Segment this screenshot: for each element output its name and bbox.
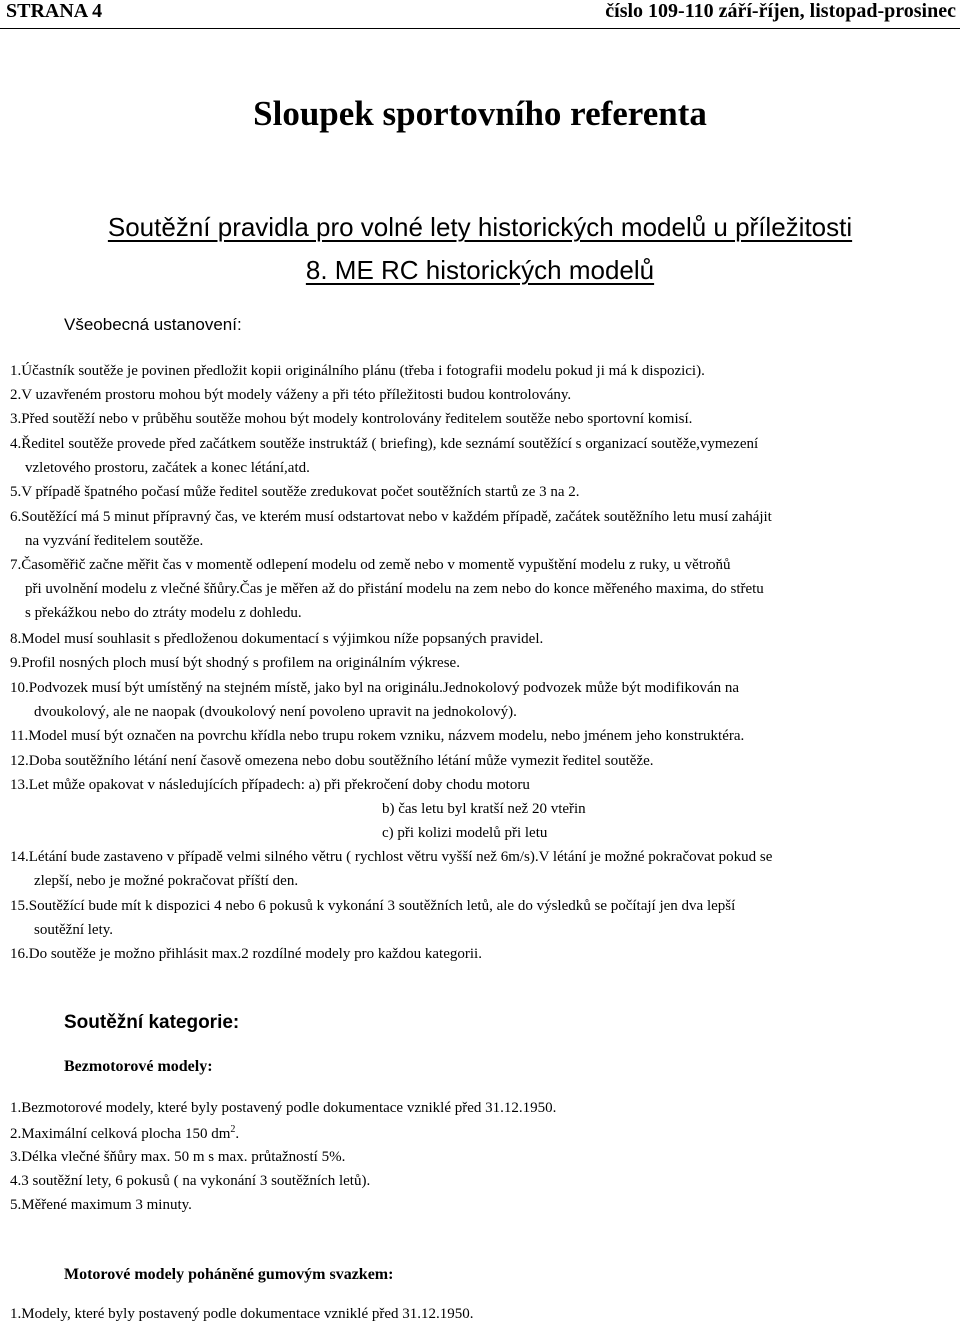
- rule-line: [10, 749, 654, 773]
- rule-number: 8.: [10, 631, 22, 647]
- glider-item: [10, 1124, 239, 1143]
- rule-text: Doba soutěžního létání není časově omezena nebo dobu soutěžního létání může vymezit ředitel soutěže.: [28, 753, 654, 769]
- categories-heading: Soutěžní kategorie:: [64, 1012, 240, 1033]
- rule-text: Let může opakovat v následujících případech: a) při překročení doby chodu motoru: [28, 777, 530, 793]
- rule-line: [10, 651, 460, 675]
- rule-text: Podvozek musí být umístěný na stejném místě, jako byl na originálu.Jednokolový podvozek může být modifikován na: [28, 680, 740, 696]
- glider-item: 3.Délka vlečné šňůry max. 50 m s max. průtažností 5%.: [10, 1149, 346, 1165]
- glider-heading: Bezmotorové modely:: [64, 1058, 213, 1075]
- rule-text: Model musí být označen na povrchu křídla nebo trupu rokem vzniku, názvem modelu, nebo jménem jeho konstruktéra.: [28, 728, 745, 744]
- rule-text: Soutěžící má 5 minut přípravný čas, ve kterém musí odstartovat nebo v každém případě, začátek soutěžního letu musí zahájit: [21, 509, 772, 525]
- rule-line: [10, 773, 530, 797]
- rule-number: 10.: [10, 680, 29, 696]
- rule-continuation: s překážkou nebo do ztráty modelu z dohledu.: [25, 605, 302, 621]
- rule-text: Soutěžící bude mít k dispozici 4 nebo 6 pokusů k vykonání 3 soutěžních letů, ale do výsledků se počítají jen dva lepší: [28, 898, 736, 914]
- rule-number: 12.: [10, 753, 29, 769]
- rule-number: 15.: [10, 898, 29, 914]
- rule-continuation: na vyzvání ředitelem soutěže.: [25, 533, 204, 549]
- page-number: STRANA 4: [6, 0, 103, 22]
- rule-continuation: dvoukolový, ale ne naopak (dvoukolový není povoleno upravit na jednokolový).: [34, 704, 517, 720]
- rule-text: Účastník soutěže je povinen předložit kopii originálního plánu (třeba i fotografii modelu pokud ji má k dispozici).: [21, 363, 705, 379]
- rule-line: [10, 383, 571, 407]
- rule-line: [10, 553, 730, 577]
- rule-number: 5.: [10, 484, 22, 500]
- rule-line: [10, 432, 758, 456]
- glider-item: 4.3 soutěžní lety, 6 pokusů ( na vykonání 3 soutěžních letů).: [10, 1173, 371, 1189]
- rule-line: [10, 845, 772, 869]
- rule-text: V uzavřeném prostoru mohou být modely váženy a při této příležitosti budou kontrolovány.: [21, 387, 572, 403]
- rule-number: 2.: [10, 387, 22, 403]
- rule-text: Ředitel soutěže provede před začátkem soutěže instruktáž ( briefing), kde seznámí soutěžící s organizací soutěže,vymezení: [21, 436, 759, 452]
- glider-item: 1.Bezmotorové modely, které byly postavený podle dokumentace vzniklé před 31.12.1950.: [10, 1100, 557, 1116]
- rule-number: 13.: [10, 777, 29, 793]
- rule-continuation: při uvolnění modelu z vlečné šňůry.Čas je měřen až do přistání modelu na zem nebo do konce měřeného maxima, do střetu: [25, 581, 764, 597]
- rule-number: 7.: [10, 557, 22, 573]
- general-provisions-heading: Všeobecná ustanovení:: [64, 315, 242, 334]
- rule-text: Časoměřič začne měřit čas v momentě odlepení modelu od země nebo v momentě vypuštění modelu z ruky, u větroňů: [21, 557, 731, 573]
- superscript: 2: [230, 1124, 236, 1135]
- rule-continuation: vzletového prostoru, začátek a konec létání,atd.: [25, 460, 310, 476]
- rule-number: 16.: [10, 946, 29, 962]
- rule-continuation: soutěžní lety.: [34, 922, 114, 938]
- rule-line: [10, 359, 705, 383]
- motor-item: 1.Modely, které byly postavený podle dokumentace vzniklé před 31.12.1950.: [10, 1306, 474, 1322]
- header-divider: [0, 28, 960, 29]
- motor-heading: Motorové modely poháněné gumovým svazkem:: [64, 1266, 394, 1283]
- rule-number: 11.: [10, 728, 29, 744]
- rule-number: 4.: [10, 436, 22, 452]
- rule-text: Do soutěže je možno přihlásit max.2 rozdílné modely pro každou kategorii.: [28, 946, 482, 962]
- rule-text: Létání bude zastaveno v případě velmi silného větru ( rychlost větru vyšší než 6m/s).V létání je možné pokračovat pokud se: [28, 849, 773, 865]
- rule-line: [10, 480, 580, 504]
- rule-line: [10, 407, 692, 431]
- rule-number: 3.: [10, 411, 22, 427]
- rule-number: 6.: [10, 509, 22, 525]
- rule-line: [10, 894, 735, 918]
- rule-number: 1.: [10, 363, 22, 379]
- main-title-line-2: 8. ME RC historických modelů: [305, 255, 655, 285]
- rule-subitem: c) při kolizi modelů při letu: [382, 825, 548, 841]
- rule-line: [10, 676, 739, 700]
- issue-label: číslo 109-110 září-říjen, listopad-prosinec: [605, 0, 956, 22]
- glider-item-suffix: .: [235, 1126, 240, 1142]
- rule-number: 9.: [10, 655, 22, 671]
- main-title-line-1: Soutěžní pravidla pro volné lety historických modelů u příležitosti: [107, 212, 853, 242]
- rule-line: [10, 942, 482, 966]
- rule-subitem: b) čas letu byl kratší než 20 vteřin: [382, 801, 586, 817]
- glider-item-text: 2.Maximální celková plocha 150 dm: [10, 1126, 231, 1142]
- rule-text: V případě špatného počasí může ředitel soutěže zredukovat počet soutěžních startů ze 3 na 2.: [21, 484, 580, 500]
- column-title: Sloupek sportovního referenta: [253, 94, 707, 133]
- rule-text: Model musí souhlasit s předloženou dokumentací s výjimkou níže popsaných pravidel.: [21, 631, 544, 647]
- rule-continuation: zlepší, nebo je možné pokračovat příští den.: [34, 873, 299, 889]
- rule-line: [10, 724, 744, 748]
- rule-number: 14.: [10, 849, 29, 865]
- glider-item: 5.Měřené maximum 3 minuty.: [10, 1197, 192, 1213]
- rule-line: [10, 505, 772, 529]
- rule-text: Před soutěží nebo v průběhu soutěže mohou být modely kontrolovány ředitelem soutěže nebo sportovní komisí.: [21, 411, 693, 427]
- rule-text: Profil nosných ploch musí být shodný s profilem na originálním výkrese.: [21, 655, 460, 671]
- rule-line: [10, 627, 543, 651]
